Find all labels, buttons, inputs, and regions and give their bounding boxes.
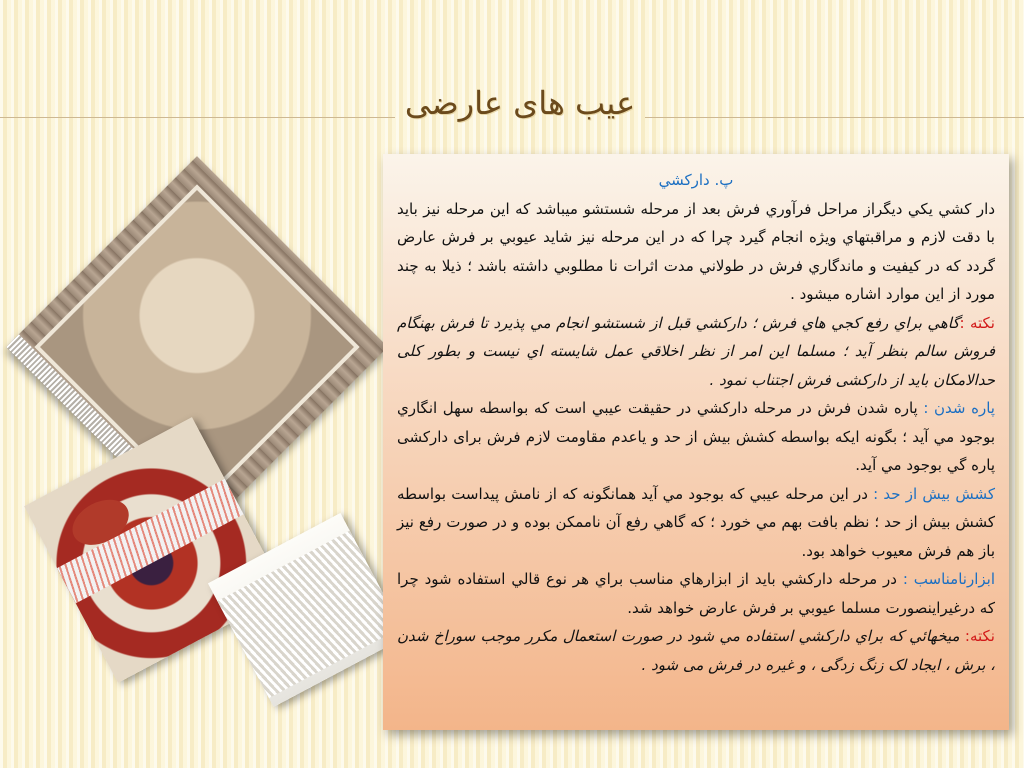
content-panel <box>383 154 1009 730</box>
note-2 <box>397 622 995 679</box>
note-2-text: ميخهائي که براي دارکشي استفاده مي شود در صورت استعمال مکرر موجب سوراخ شدن ، برش ، ایجاد لک زنگ زدگی ، و غیره در فرش می شود . <box>397 627 995 674</box>
note-2-label: نکته: <box>964 627 995 645</box>
overstretch-paragraph <box>397 480 995 566</box>
tools-paragraph <box>397 565 995 622</box>
tools-text: در مرحله دارکشي بايد از ابزارهاي مناسب براي هر نوع قالي استفاده شود چرا که درغيراينصورت مسلما عيوبي بر فرش عارض خواهد شد. <box>397 570 995 617</box>
title-rule-right <box>645 117 1024 118</box>
tear-label: پاره شدن : <box>923 399 995 417</box>
tools-label: ابزارنامناسب : <box>902 570 995 588</box>
slide-title: عیب های عارضی <box>404 84 636 122</box>
section-heading: پ. دارکشي <box>658 171 734 189</box>
overstretch-label: کشش بیش از حد : <box>873 484 996 503</box>
tear-text: پاره شدن فرش در مرحله دارکشي در حقيقت عيبي است که بواسطه سهل انگاري بوجود مي آيد ؛ بگونه ايکه بواسطه کشش بیش از حد و یاعدم مقاومت لازم فرش برای دارکشی پاره گي بوجود مي آيد. <box>397 399 995 474</box>
title-rule-left <box>0 117 395 118</box>
tear-paragraph <box>397 394 995 480</box>
overstretch-text: در اين مرحله عيبي که بوجود مي آيد همانگونه که از نامش پيداست بواسطه کشش بيش از حد ؛ نظم بافت بهم مي خورد ؛ که گاهي رفع آن ناممکن بوده و در صورت رفع نيز باز هم فرش معيوب خواهد بود. <box>397 484 995 560</box>
note-1 <box>397 309 995 395</box>
note-1-text: گاهي براي رفع کجي هاي فرش ؛ دارکشي قبل از شستشو انجام مي پذيرد تا فرش بهنگام فروش سالم بنظر آيد ؛ مسلما این امر از نظر اخلاقي عمل شايسته اي نيست و بطور کلی حدالامکان باید از دارکشی فرش اجتناب نمود . <box>397 313 995 389</box>
intro-paragraph: دار کشي يکي ديگراز مراحل فرآوري فرش بعد از مرحله شستشو ميباشد که اين مرحله نيز بايد با دقت لازم و مراقبتهاي ويژه انجام گيرد چرا که در اين مرحله نيز شايد عيوبي بر فرش عارض گردد که در کيفيت و ماندگاري فرش در طولاني مدت اثرات نا مطلوبي داشته باشد ؛ ذيلا به چند مورد از اين موارد اشاره ميشود . <box>397 199 995 303</box>
note-1-label: نکته : <box>959 313 995 332</box>
